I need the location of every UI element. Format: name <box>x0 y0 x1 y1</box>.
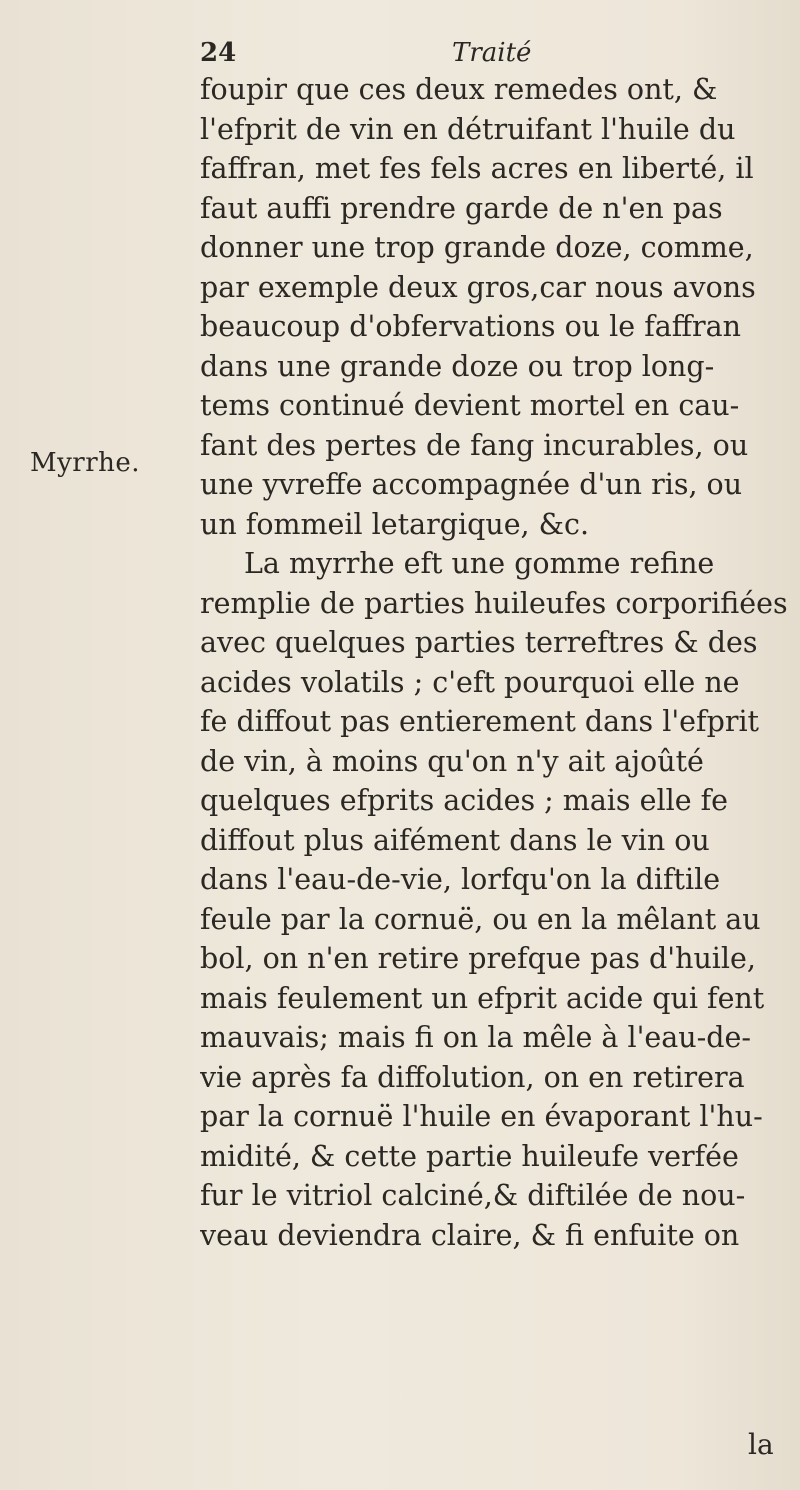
text-line: un fommeil letargique, &c. <box>200 507 590 541</box>
text-line: donner une trop grande doze, comme, <box>200 231 754 264</box>
body-text <box>200 70 800 1255</box>
running-head: Traité <box>452 38 532 68</box>
page-number: 24 <box>200 38 237 68</box>
text-line: avec quelques parties terreftres & des <box>200 626 758 659</box>
text-line: mauvais; mais fi on la mêle à l'eau-de- <box>200 1021 752 1054</box>
text-line: diffout plus aifément dans le vin ou <box>200 823 710 857</box>
text-line: quelques efprits acides ; mais elle fe <box>200 784 729 817</box>
text-line: par exemple deux gros,car nous avons <box>200 270 756 304</box>
catchword: la <box>748 1428 774 1461</box>
text-line: l'efprit de vin en détruifant l'huile du <box>200 112 736 146</box>
text-line: dans l'eau-de-vie, lorfqu'on la diftile <box>200 863 721 896</box>
text-line: veau deviendra claire, & fi enfuite on <box>200 1218 740 1252</box>
text-line: La myrrhe eft une gomme refine <box>244 547 715 580</box>
text-line: faffran, met fes fels acres en liberté, il <box>200 152 754 185</box>
text-line: faut auffi prendre garde de n'en pas <box>200 191 723 225</box>
text-line: acides volatils ; c'eft pourquoi elle ne <box>200 665 740 699</box>
text-line: midité, & cette partie huileufe verfée <box>200 1139 739 1173</box>
text-line: fur le vitriol calciné,& diftilée de nou- <box>200 1179 746 1212</box>
text-line: beaucoup d'obfervations ou le faffran <box>200 310 741 343</box>
text-line: dans une grande doze ou trop long- <box>200 349 715 383</box>
text-line: une yvreffe accompagnée d'un ris, ou <box>200 468 743 501</box>
text-line: feule par la cornuë, ou en la mêlant au <box>200 902 761 936</box>
margin-note: Myrrhe. <box>30 448 141 478</box>
text-line: par la cornuë l'huile en évaporant l'hu- <box>200 1100 763 1133</box>
text-line: foupir que ces deux remedes ont, & <box>200 73 718 106</box>
text-line: bol, on n'en retire prefque pas d'huile, <box>200 942 756 975</box>
text-line: fe diffout pas entierement dans l'efprit <box>200 705 760 738</box>
text-line: vie après fa diffolution, on en retirera <box>200 1060 745 1094</box>
text-line: remplie de parties huileufes corporifiées <box>200 586 788 620</box>
text-line: fant des pertes de fang incurables, ou <box>200 428 749 462</box>
text-line: tems continué devient mortel en cau- <box>200 389 740 422</box>
text-line: mais feulement un efprit acide qui fent <box>200 981 765 1015</box>
text-line: de vin, à moins qu'on n'y ait ajoûté <box>200 744 704 778</box>
